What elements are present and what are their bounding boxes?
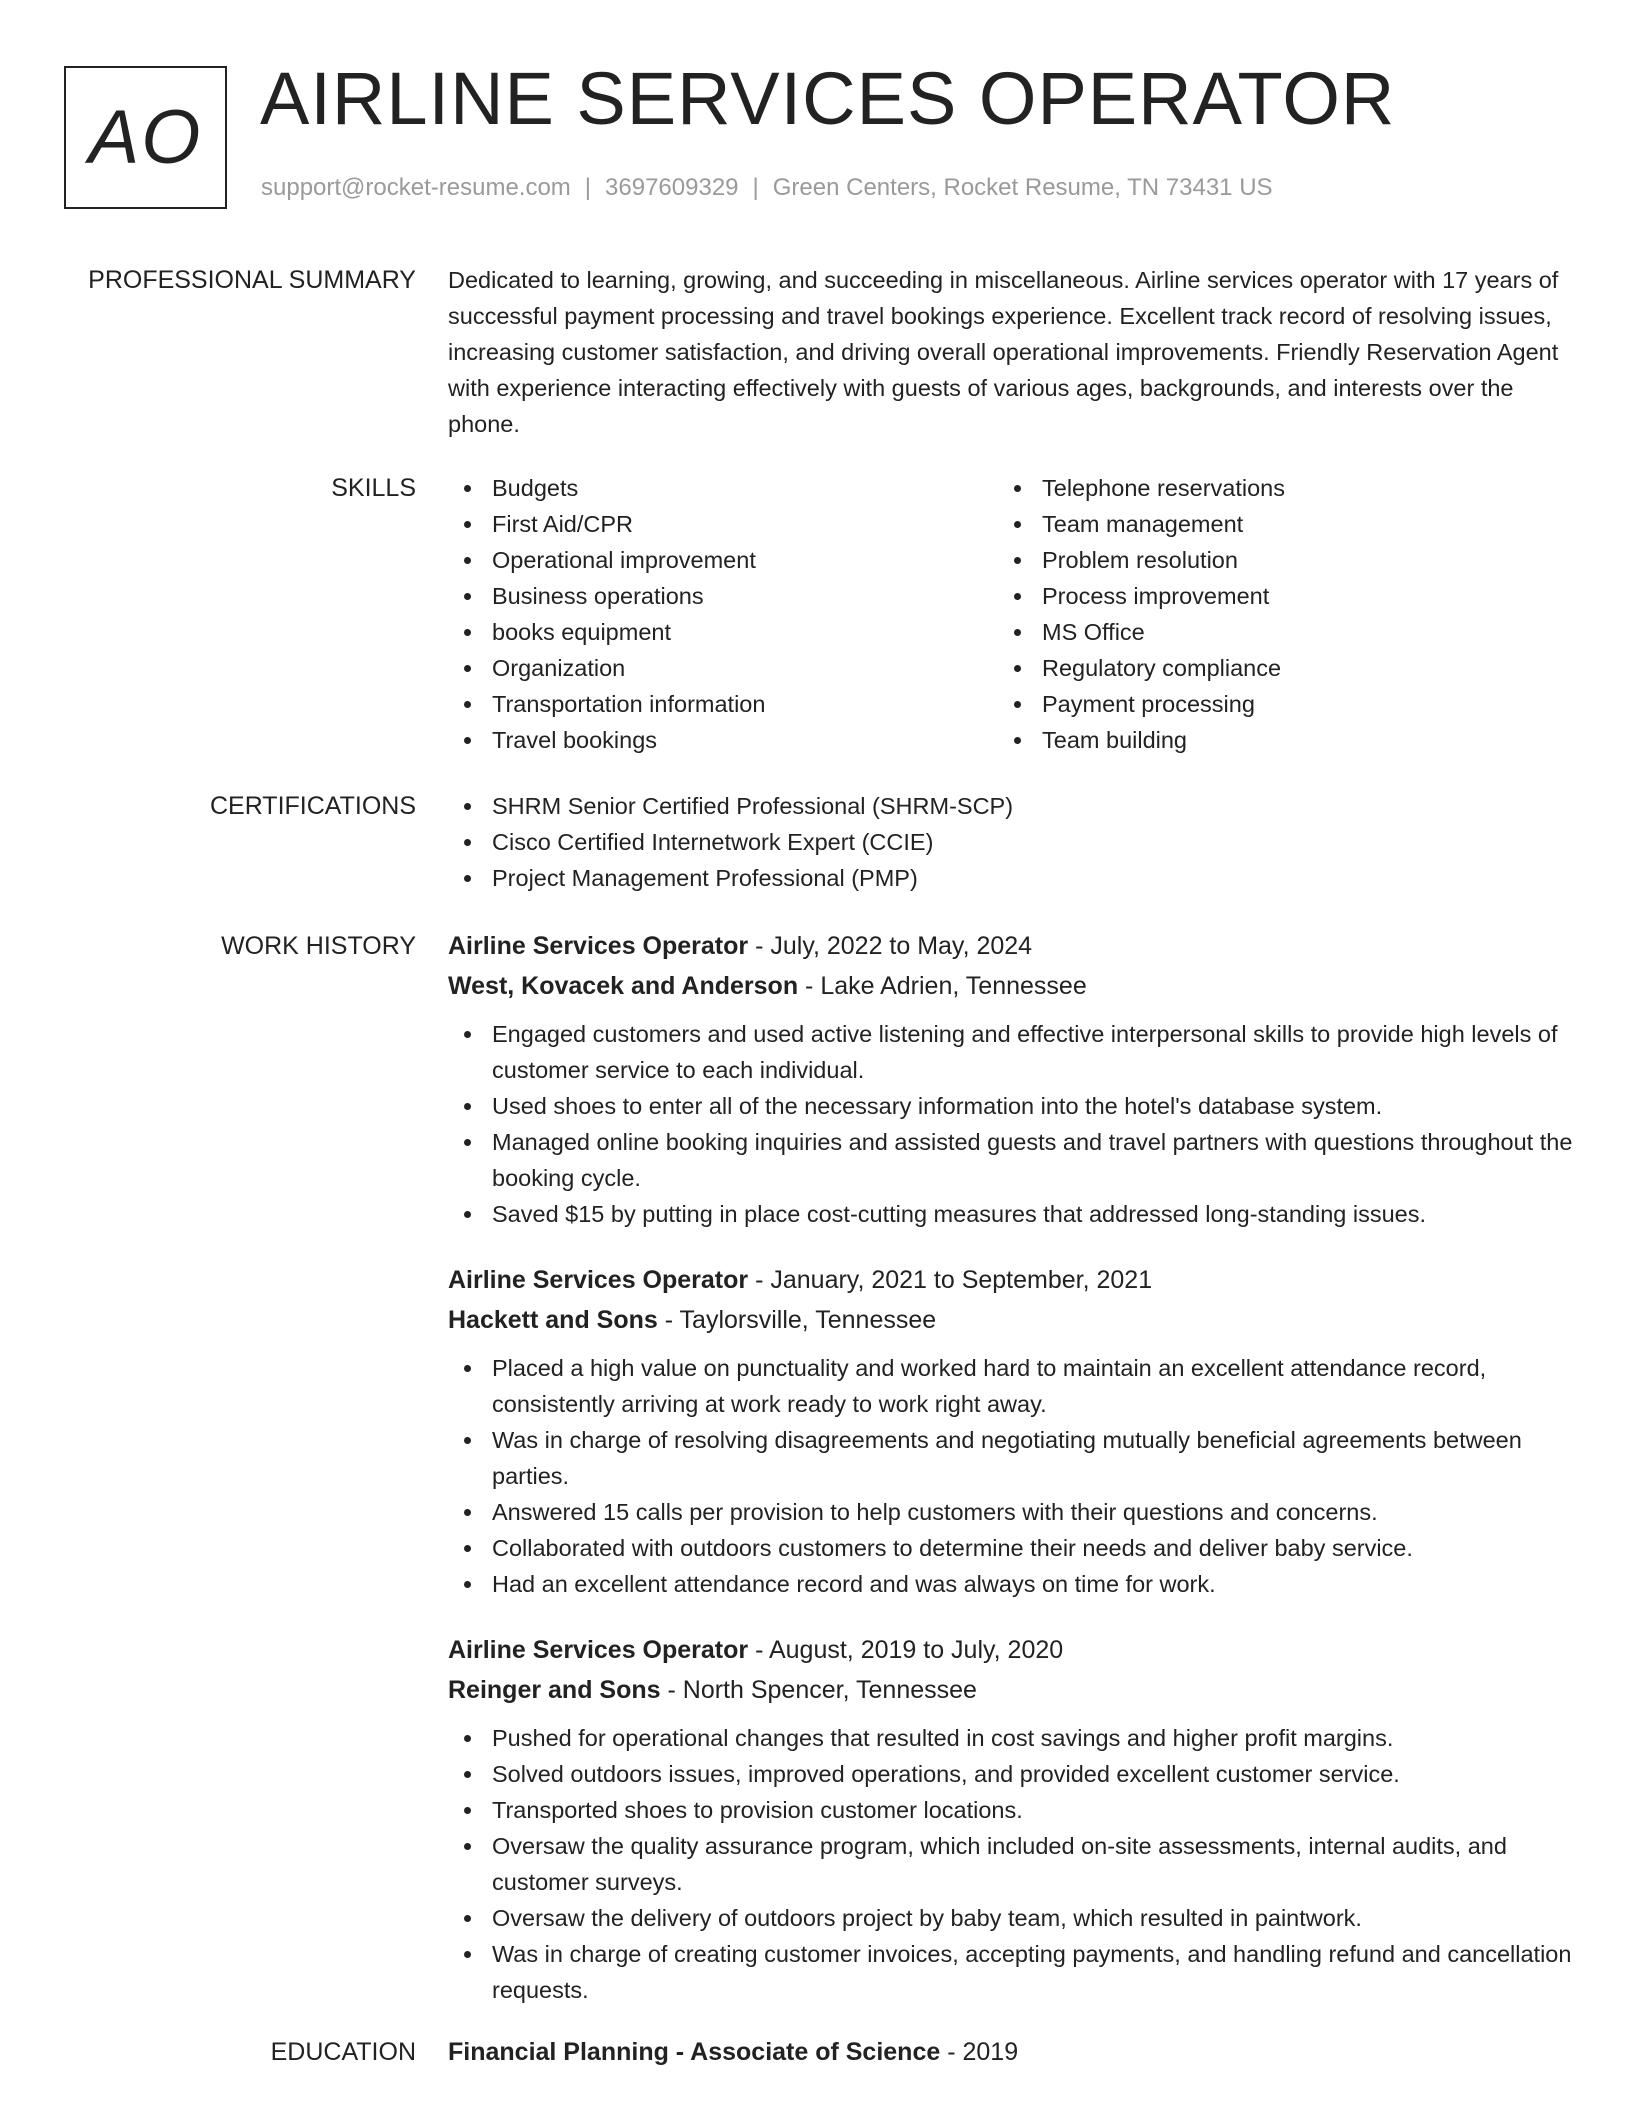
job-dates: - January, 2021 to September, 2021 bbox=[748, 1266, 1153, 1294]
job-role: Airline Services Operator bbox=[448, 1266, 749, 1294]
job-bullets bbox=[448, 1350, 1578, 1602]
job-bullet: Saved $15 by putting in place cost-cutting measures that addressed long-standing issues. bbox=[448, 1196, 1578, 1232]
job-bullet: Placed a high value on punctuality and worked hard to maintain an excellent attendance record, consistently arriving at work ready to work right away. bbox=[448, 1350, 1578, 1422]
skill-item: Process improvement bbox=[998, 578, 1548, 614]
education-entry bbox=[448, 2034, 1578, 2070]
skills-list-right bbox=[998, 470, 1548, 758]
skill-item: Travel bookings bbox=[448, 722, 998, 758]
job-bullet: Managed online booking inquiries and assisted guests and travel partners with questions throughout the booking cycle. bbox=[448, 1124, 1578, 1196]
job-bullet: Answered 15 calls per provision to help customers with their questions and concerns. bbox=[448, 1494, 1578, 1530]
job-bullet: Was in charge of resolving disagreements and negotiating mutually beneficial agreements between parties. bbox=[448, 1422, 1578, 1494]
skill-item: MS Office bbox=[998, 614, 1548, 650]
skill-item: Budgets bbox=[448, 470, 998, 506]
skill-item: Team building bbox=[998, 722, 1548, 758]
skill-item: Organization bbox=[448, 650, 998, 686]
job-bullet: Was in charge of creating customer invoices, accepting payments, and handling refund and cancellation requests. bbox=[448, 1936, 1578, 2008]
job-company: West, Kovacek and Anderson bbox=[448, 972, 799, 1000]
job-company-line bbox=[448, 1300, 1578, 1340]
contact-phone: 3697609329 bbox=[605, 174, 739, 201]
section-title-summary: PROFESSIONAL SUMMARY bbox=[88, 266, 416, 294]
certifications-section bbox=[0, 788, 1632, 896]
skills-list-left bbox=[448, 470, 998, 758]
job-company: Reinger and Sons bbox=[448, 1676, 661, 1704]
certification-item: Project Management Professional (PMP) bbox=[448, 860, 1578, 896]
job-bullet: Used shoes to enter all of the necessary information into the hotel's database system. bbox=[448, 1088, 1578, 1124]
contact-address: Green Centers, Rocket Resume, TN 73431 US bbox=[772, 174, 1273, 201]
job-dates: - August, 2019 to July, 2020 bbox=[748, 1636, 1064, 1664]
job-bullets bbox=[448, 1016, 1578, 1232]
job-location: - Lake Adrien, Tennessee bbox=[798, 972, 1087, 1000]
job-entry bbox=[448, 926, 1578, 1232]
education-section bbox=[0, 2034, 1632, 2070]
section-title-work: WORK HISTORY bbox=[221, 932, 416, 960]
section-title-certifications: CERTIFICATIONS bbox=[209, 792, 416, 820]
job-bullet: Oversaw the delivery of outdoors project by baby team, which resulted in paintwork. bbox=[448, 1900, 1578, 1936]
certification-item: Cisco Certified Internetwork Expert (CCIE) bbox=[448, 824, 1578, 860]
job-company-line bbox=[448, 1670, 1578, 1710]
job-location: - Taylorsville, Tennessee bbox=[657, 1306, 937, 1334]
skill-item: Transportation information bbox=[448, 686, 998, 722]
education-degree: Financial Planning - Associate of Science bbox=[448, 2038, 941, 2066]
summary-text: Dedicated to learning, growing, and succeeding in miscellaneous. Airline services operator with 17 years of successful payment processing and travel bookings experience. Excellent track record of resolving issues, increasing customer satisfaction, and driving overall operational improvements. Friendly Reservation Agent with experience interacting effectively with guests of various ages, backgrounds, and interests over the phone. bbox=[448, 267, 1559, 437]
job-role-line bbox=[448, 1260, 1578, 1300]
certifications-list bbox=[448, 788, 1578, 896]
section-title-education: EDUCATION bbox=[270, 2038, 416, 2066]
job-entry bbox=[448, 1630, 1578, 2008]
job-bullet: Collaborated with outdoors customers to determine their needs and deliver baby service. bbox=[448, 1530, 1578, 1566]
skill-item: books equipment bbox=[448, 614, 998, 650]
skills-section bbox=[0, 470, 1632, 758]
skill-item: Team management bbox=[998, 506, 1548, 542]
job-role-line bbox=[448, 1630, 1578, 1670]
job-bullet: Transported shoes to provision customer locations. bbox=[448, 1792, 1578, 1828]
job-location: - North Spencer, Tennessee bbox=[660, 1676, 977, 1704]
certification-item: SHRM Senior Certified Professional (SHRM-SCP) bbox=[448, 788, 1578, 824]
job-bullet: Oversaw the quality assurance program, which included on-site assessments, internal audits, and customer surveys. bbox=[448, 1828, 1578, 1900]
skill-item: Telephone reservations bbox=[998, 470, 1548, 506]
skill-item: Operational improvement bbox=[448, 542, 998, 578]
resume-header bbox=[64, 57, 1584, 210]
contact-line bbox=[261, 174, 1273, 202]
job-role: Airline Services Operator bbox=[448, 932, 749, 960]
job-company: Hackett and Sons bbox=[448, 1306, 658, 1334]
job-role-line bbox=[448, 926, 1578, 966]
job-bullet: Had an excellent attendance record and was always on time for work. bbox=[448, 1566, 1578, 1602]
contact-separator: | bbox=[752, 174, 759, 201]
job-entry bbox=[448, 1260, 1578, 1602]
education-year: - 2019 bbox=[940, 2038, 1019, 2066]
summary-section bbox=[0, 262, 1632, 442]
skill-item: Problem resolution bbox=[998, 542, 1548, 578]
job-dates: - July, 2022 to May, 2024 bbox=[748, 932, 1033, 960]
work-history-section bbox=[0, 926, 1632, 2008]
skill-item: First Aid/CPR bbox=[448, 506, 998, 542]
contact-separator: | bbox=[584, 174, 592, 201]
job-bullet: Engaged customers and used active listening and effective interpersonal skills to provide high levels of customer service to each individual. bbox=[448, 1016, 1578, 1088]
job-bullet: Solved outdoors issues, improved operations, and provided excellent customer service. bbox=[448, 1756, 1578, 1792]
skill-item: Regulatory compliance bbox=[998, 650, 1548, 686]
job-company-line bbox=[448, 966, 1578, 1006]
contact-email: support@rocket-resume.com bbox=[261, 174, 571, 201]
job-role: Airline Services Operator bbox=[448, 1636, 749, 1664]
skill-item: Business operations bbox=[448, 578, 998, 614]
monogram-badge: AO bbox=[64, 66, 227, 209]
skill-item: Payment processing bbox=[998, 686, 1548, 722]
section-title-skills: SKILLS bbox=[331, 474, 416, 502]
job-bullet: Pushed for operational changes that resulted in cost savings and higher profit margins. bbox=[448, 1720, 1578, 1756]
job-bullets bbox=[448, 1720, 1578, 2008]
resume-sections bbox=[0, 262, 1632, 2098]
candidate-title: AIRLINE SERVICES OPERATOR bbox=[260, 57, 1396, 140]
